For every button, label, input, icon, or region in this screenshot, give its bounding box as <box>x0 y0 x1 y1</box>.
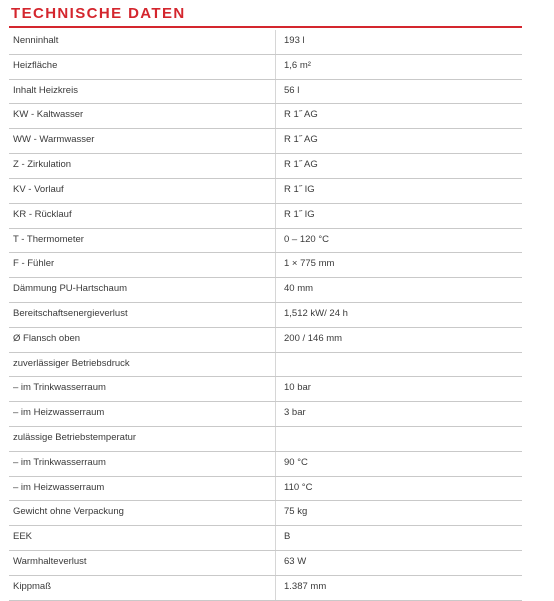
row-value: 1,6 m² <box>284 59 311 71</box>
row-label: F - Fühler <box>13 258 55 270</box>
column-divider <box>275 179 276 203</box>
row-label: – im Trinkwasserraum <box>13 456 106 468</box>
table-row <box>9 30 522 55</box>
row-label: Ø Flansch oben <box>13 332 81 344</box>
table-row <box>9 377 522 402</box>
column-divider <box>275 452 276 476</box>
column-divider <box>275 229 276 253</box>
row-value: 1 × 775 mm <box>284 258 335 270</box>
row-label: – im Trinkwasserraum <box>13 382 106 394</box>
row-value: 110 °C <box>284 481 313 493</box>
row-label: Z - Zirkulation <box>13 159 72 171</box>
section-title: TECHNISCHE DATEN <box>11 5 186 22</box>
table-row <box>9 104 522 129</box>
table-row <box>9 427 522 452</box>
title-underline <box>9 26 522 28</box>
row-label: Inhalt Heizkreis <box>13 84 78 96</box>
column-divider <box>275 353 276 377</box>
table-row <box>9 278 522 303</box>
table-row <box>9 55 522 80</box>
column-divider <box>275 204 276 228</box>
row-label: zuverlässiger Betriebsdruck <box>13 357 130 369</box>
column-divider <box>275 253 276 277</box>
row-label: Warmhalteverlust <box>13 556 87 568</box>
table-row <box>9 179 522 204</box>
column-divider <box>275 551 276 575</box>
table-row <box>9 80 522 105</box>
row-value: 10 bar <box>284 382 311 394</box>
column-divider <box>275 501 276 525</box>
row-label: KR - Rücklauf <box>13 208 72 220</box>
row-value: 0 – 120 °C <box>284 233 329 245</box>
column-divider <box>275 55 276 79</box>
row-value: R 1˝ AG <box>284 134 318 146</box>
row-value: 3 bar <box>284 407 306 419</box>
row-label: KW - Kaltwasser <box>13 109 84 121</box>
table-row <box>9 129 522 154</box>
row-label: Bereitschaftsenergieverlust <box>13 307 128 319</box>
row-label: – im Heizwasserraum <box>13 481 105 493</box>
table-row <box>9 501 522 526</box>
table-row <box>9 402 522 427</box>
column-divider <box>275 104 276 128</box>
row-value: 1.387 mm <box>284 580 327 592</box>
table-row <box>9 353 522 378</box>
row-value: R 1˝ IG <box>284 183 315 195</box>
column-divider <box>275 402 276 426</box>
column-divider <box>275 477 276 501</box>
table-row <box>9 452 522 477</box>
row-label: KV - Vorlauf <box>13 183 64 195</box>
row-value: 56 l <box>284 84 300 96</box>
row-value: 75 kg <box>284 506 308 518</box>
table-row <box>9 229 522 254</box>
column-divider <box>275 576 276 600</box>
row-value: R 1˝ IG <box>284 208 315 220</box>
column-divider <box>275 129 276 153</box>
column-divider <box>275 278 276 302</box>
table-row <box>9 204 522 229</box>
column-divider <box>275 154 276 178</box>
column-divider <box>275 526 276 550</box>
row-label: zulässige Betriebstemperatur <box>13 432 137 443</box>
table-row <box>9 154 522 179</box>
row-value: R 1˝ AG <box>284 109 318 121</box>
row-value: 63 W <box>284 556 307 568</box>
row-value: 1,512 kW/ 24 h <box>284 307 348 319</box>
row-label: EEK <box>13 531 33 543</box>
row-label: Heizfläche <box>13 59 58 71</box>
row-label: Nenninhalt <box>13 35 59 46</box>
technical-data-table <box>9 30 522 601</box>
column-divider <box>275 80 276 104</box>
table-row <box>9 551 522 576</box>
row-label: T - Thermometer <box>13 233 84 245</box>
table-row <box>9 477 522 502</box>
table-row <box>9 253 522 278</box>
table-row <box>9 328 522 353</box>
row-label: – im Heizwasserraum <box>13 407 105 419</box>
row-value: B <box>284 531 291 543</box>
column-divider <box>275 427 276 451</box>
row-value: R 1˝ AG <box>284 159 318 171</box>
row-value: 40 mm <box>284 283 314 295</box>
column-divider <box>275 303 276 327</box>
row-value: 193 l <box>284 35 305 46</box>
column-divider <box>275 377 276 401</box>
column-divider <box>275 328 276 352</box>
row-label: Dämmung PU-Hartschaum <box>13 283 128 295</box>
table-row <box>9 576 522 601</box>
row-label: WW - Warmwasser <box>13 134 95 146</box>
table-row <box>9 526 522 551</box>
column-divider <box>275 30 276 54</box>
row-label: Kippmaß <box>13 580 52 592</box>
table-row <box>9 303 522 328</box>
row-label: Gewicht ohne Verpackung <box>13 506 124 518</box>
row-value: 200 / 146 mm <box>284 332 343 344</box>
row-value: 90 °C <box>284 456 308 468</box>
